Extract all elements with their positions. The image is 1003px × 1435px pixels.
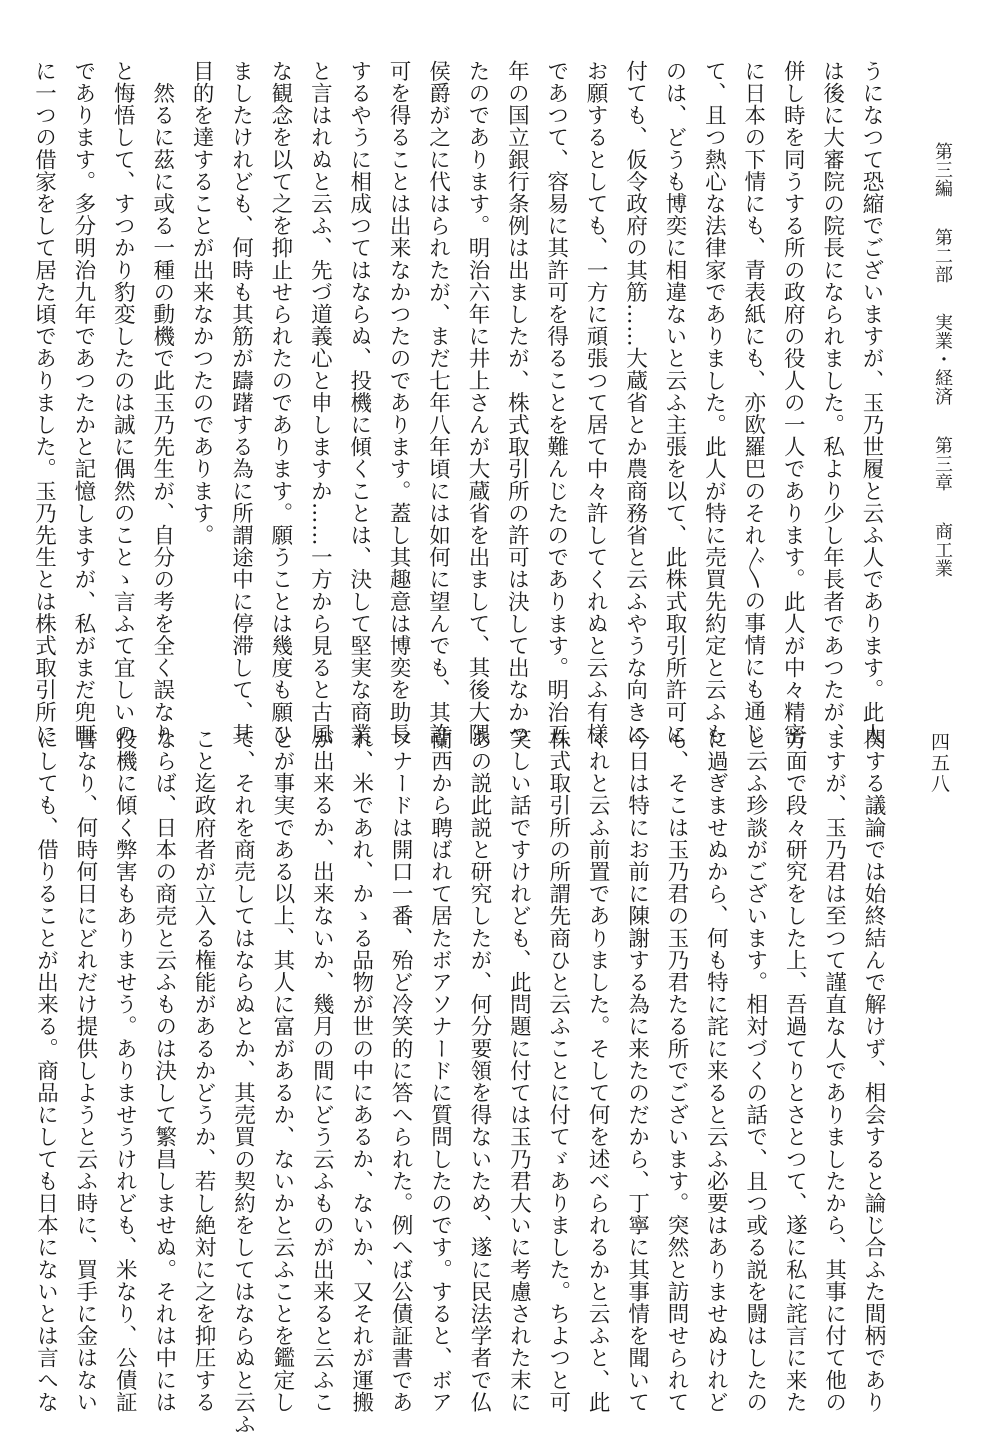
page-number: 四五八: [928, 732, 950, 795]
text-line: れ、米であれ、かゝる品物が世の中にあるか、ないか、又それが運搬: [348, 728, 374, 1414]
text-line: は後に大審院の院長になられました。私より少し年長者であつたが、: [819, 60, 845, 746]
text-line: 付ても、仮令政府の其筋……大蔵省とか農商務省と云ふやうな向きに: [622, 60, 648, 746]
text-line: に過ぎませぬから、何も特に詫に来ると云ふ必要はありませぬけれど: [703, 728, 729, 1414]
text-line: にしても、借りることが出来る。商品にしても日本にないとは言へな: [33, 728, 59, 1414]
top-text-column: [31, 60, 891, 746]
text-line: 投機に傾く弊害もありませう。ありませうけれども、米なり、公債証: [112, 728, 138, 1414]
text-line: 方面で段々研究をした上、吾過てりとさとつて、遂に私に詫言に来た: [782, 728, 808, 1414]
text-line: に日本の下情にも、青表紙にも、亦欧羅巴のそれ〴〵の事情にも通じ: [740, 60, 766, 745]
text-line: て、且つ熱心な法律家でありました。此人が特に売買先約定と云ふも: [701, 60, 727, 746]
text-line: お願するとしても、一方に頑張つて居て中々許してくれぬと云ふ有様: [583, 60, 609, 746]
text-line: 蘭西から聘ばれて居たボアソナードに質問したのです。すると、ボア: [427, 728, 453, 1414]
text-line: とが事実である以上、其人に富があるか、ないかと云ふことを鑑定し: [269, 728, 295, 1414]
text-line: であります。多分明治九年であつたかと記憶しますが、私がまだ兜町: [70, 60, 96, 746]
text-line: こと迄政府者が立入る権能があるかどうか、若し絶対に之を抑圧する: [191, 728, 217, 1414]
text-line: も、そこは玉乃君の玉乃君たる所でございます。突然と訪問せられて: [663, 728, 689, 1414]
header-chapter: 第三章: [932, 436, 953, 492]
text-line: 目的を達することが出来なかつたのであります。: [189, 60, 215, 547]
text-line: ますが、玉乃君は至つて謹直な人でありましたから、其事に付て他の: [821, 728, 847, 1414]
text-line: 侯爵が之に代はられたが、まだ七年八年頃には如何に望んでも、其許: [425, 60, 451, 746]
text-line: な観念を以て之を抑止せられたのであります。願うことは幾度も願ひ: [267, 60, 293, 746]
header-section: 第二部: [932, 227, 953, 284]
text-line: あの説此説と研究したが、何分要領を得ないため、遂に民法学者で仏: [466, 728, 492, 1414]
header-part: 第三編: [932, 142, 953, 198]
text-line: 今日は特にお前に陳謝する為に来たのだから、丁寧に其事情を聞いて: [624, 728, 650, 1414]
text-line: が出来るか、出来ないか、幾月の間にどう云ふものが出来ると云ふこ: [309, 728, 335, 1414]
text-line: うになつて恐縮でございますが、玉乃世履と云ふ人であります。此人: [859, 60, 884, 746]
text-line: であつて、容易に其許可を得ることを難んじたのであります。明治五: [543, 60, 569, 746]
bottom-text-column: [33, 728, 893, 1435]
text-line: 併し時を同うする所の政府の役人の一人であります。此人が中々精密: [780, 60, 806, 746]
text-line: 可を得ることは出来なかつたのであります。蓋し其趣意は博奕を助長: [386, 60, 412, 746]
text-line: に一つの借家をして居た頃でありました。玉乃先生とは株式取引所に: [31, 60, 57, 746]
text-line: のは、どうも博奕に相違ないと云ふ主張を以て、此株式取引所許可に: [661, 60, 687, 746]
text-line: て、それを商売してはならぬとか、其売買の契約をしてはならぬと云ふ: [230, 728, 256, 1435]
text-line: 書なり、何時何日にどれだけ提供しようと云ふ時に、買手に金はない: [72, 728, 98, 1414]
text-line: と云ふ珍談がございます。相対づくの話で、且つ或る説を闘はしたの: [742, 728, 768, 1414]
text-line: 株式取引所の所謂先商ひと云ふことに付てゞありました。ちよつと可: [545, 728, 571, 1414]
text-line: ならば、日本の商売と云ふものは決して繁昌しませぬ。それは中には: [151, 728, 177, 1414]
text-line: ましたけれども、何時も其筋が躊躇する為に所謂途中に停滞して、其: [228, 60, 254, 746]
text-line: 然るに茲に或る一種の動機で此玉乃先生が、自分の考を全く誤なり: [149, 60, 175, 746]
text-line: 関する議論では始終結んで解けず、相会すると論じ合ふた間柄であり: [861, 728, 886, 1414]
header-chapter-title: 商工業: [932, 521, 953, 578]
running-header: [929, 142, 955, 577]
text-line: 年の国立銀行条例は出ましたが、株式取引所の許可は決して出なかつ: [504, 60, 530, 746]
text-line: と悔悟して、すつかり豹変したのは誠に偶然のことゝ言ふて宜しいの: [110, 60, 136, 746]
text-line: 笑しい話ですけれども、此問題に付ては玉乃君大いに考慮された末に: [506, 728, 532, 1414]
text-line: ソナードは開口一番、殆ど冷笑的に答へられた。例へば公債証書であ: [388, 728, 414, 1414]
header-topic: 実業・経済: [932, 313, 953, 406]
text-line: するやうに相成つてはならぬ、投機に傾くことは、決して堅実な商業: [346, 60, 372, 746]
text-line: と言はれぬと云ふ、先づ道義心と申しますか……一方から見ると古風: [307, 60, 333, 746]
text-line: くれと云ふ前置でありました。そして何を述べられるかと云ふと、此: [585, 728, 611, 1414]
text-line: たのであります。明治六年に井上さんが大蔵省を出まして、其後大隈: [464, 60, 490, 746]
